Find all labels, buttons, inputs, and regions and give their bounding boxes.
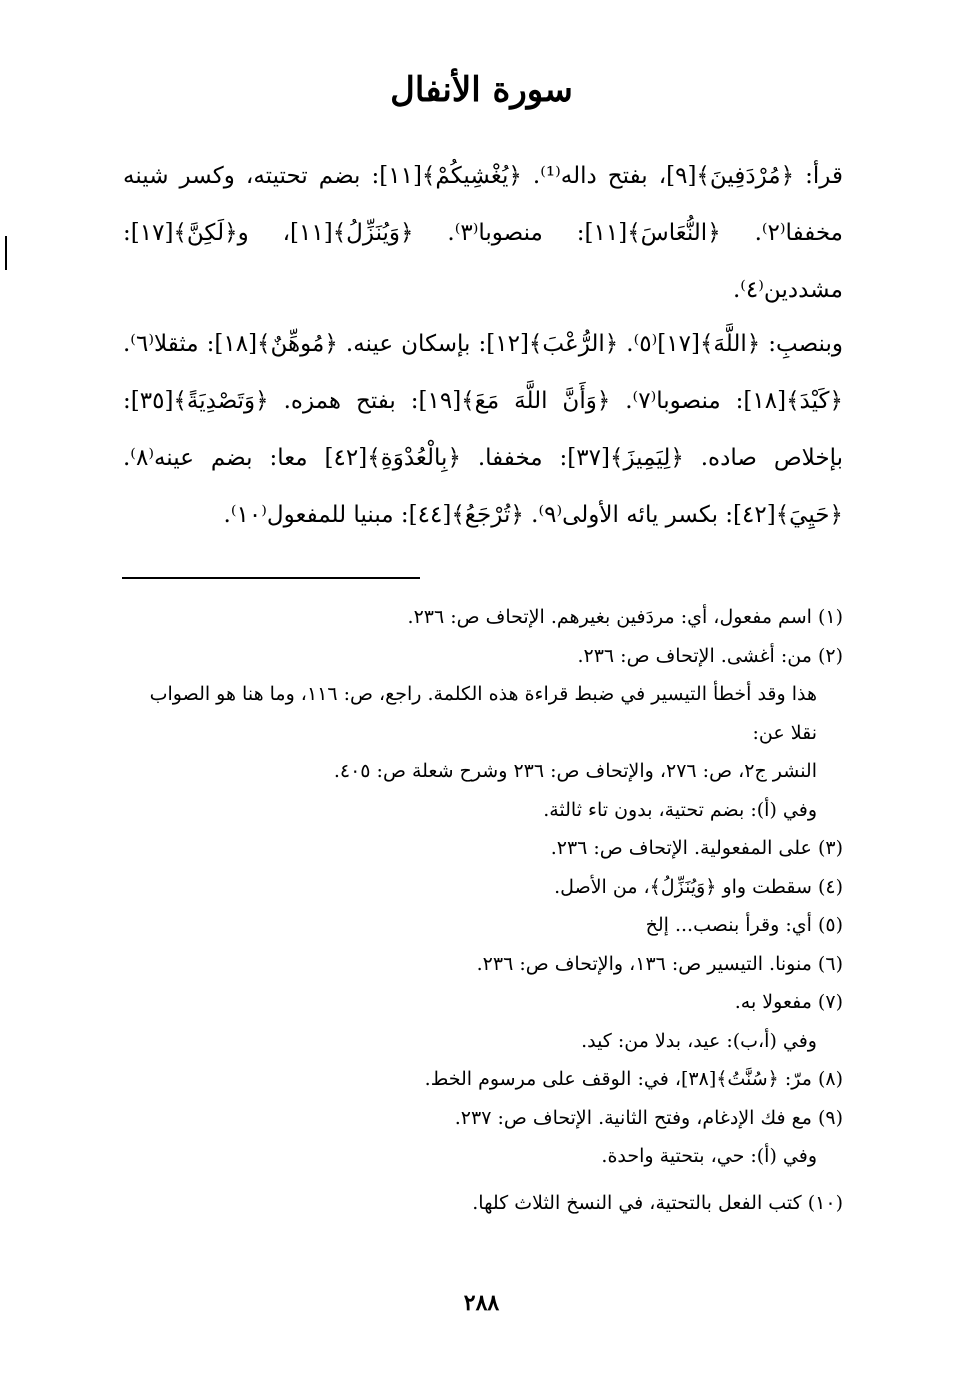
footnote-5: (٥) أي: وقرأ بنصب... إلخ — [645, 914, 843, 936]
paragraph-1: قرأ: ﴿مُرْدَفِينَ﴾[٩]، بفتح داله⁽¹⁾. ﴿يُغْشِيكُمْ﴾[١١]: بضم تحتيته، وكسر شينه مخففا⁽٢⁾. ﴿النُّعَاسَ﴾[١١]: منصوبا⁽٣⁾. ﴿وَيُنَزِّلُ﴾[١١]، و﴿لَكِنَّ﴾[١٧]: مشددين⁽٤⁾. — [123, 163, 843, 303]
page-number: ٢٨٨ — [463, 1290, 500, 1316]
margin-mark — [5, 236, 7, 270]
footnote-3: (٣) على المفعولية. الإتحاف ص: ٢٣٦. — [550, 837, 843, 859]
footnote-separator — [122, 577, 420, 579]
footnote-9-variant: وفي (أ): حي، بتحتية واحدة. — [601, 1145, 817, 1167]
footnotes — [123, 598, 843, 1222]
footnote-2-variant: وفي (أ): بضم تحتية، بدون تاء ثالثة. — [543, 798, 817, 821]
footnote-7-variant: وفي (أ،ب): عيد، بدلا من: كيد. — [581, 1029, 817, 1052]
footnote-8: (٨) مرّ: ﴿سُنَّتُ﴾[٣٨]، في: الوقف على مرسوم الخط. — [424, 1068, 843, 1090]
footnote-4: (٤) سقطت واو ﴿وَيُنَزِّلُ﴾، من الأصل. — [554, 875, 843, 898]
paragraph-2: وبنصبِ: ﴿اللَّهَ﴾[١٧]⁽٥⁾. ﴿الرُّعْبَ﴾[١٢]: بإسكان عينه. ﴿مُوهِّنٌ﴾[١٨]: مثقلا⁽٦⁾. ﴿كَيْدَ﴾[١٨]: منصوبا⁽٧⁾. ﴿وَأَنَّ اللَّهَ مَعَ﴾[١٩]: بفتح همزه. ﴿وَتَصْدِيَةً﴾[٣٥]: بإخلاص صاده. ﴿لِيَمِيزَ﴾[٣٧]: مخففا. ﴿بِالْعُدْوَةِ﴾[٤٢] معا: بضم عينه⁽٨⁾. ﴿حَيِيَ﴾[٤٢]: بكسر يائه الأولى⁽٩⁾. ﴿تُرْجَعُ﴾[٤٤]: مبنيا للمفعول⁽١٠⁾. — [123, 331, 844, 528]
footnote-7: (٧) مفعولا به. — [734, 991, 843, 1013]
footnote-9: (٩) مع فك الإدغام، وفتح الثانية. الإتحاف ص: ٢٣٧. — [454, 1106, 843, 1129]
footnote-2: (٢) من: أغشى. الإتحاف ص: ٢٣٦. — [577, 644, 843, 667]
surah-title: سورة الأنفال — [390, 70, 573, 110]
footnote-6: (٦) منونا. التيسير ص: ١٣٦، والإتحاف ص: ٢٣٦. — [476, 952, 843, 975]
footnote-10: (١٠) كتب الفعل بالتحتية، في النسخ الثلاث كلها. — [472, 1191, 843, 1214]
footnote-2-source: النشر ج٢، ص: ٢٧٦، والإتحاف ص: ٢٣٦ وشرح شعلة ص: ٤٠٥. — [333, 760, 817, 782]
footnote-2-continuation: هذا وقد أخطأ التيسير في ضبط قراءة هذه الكلمة. راجع، ص: ١١٦، وما هنا هو الصواب نقلا عن: — [149, 683, 817, 744]
footnote-1: (١) اسم مفعول، أي: مردَفين بغيرهم. الإتحاف ص: ٢٣٦. — [407, 606, 843, 628]
